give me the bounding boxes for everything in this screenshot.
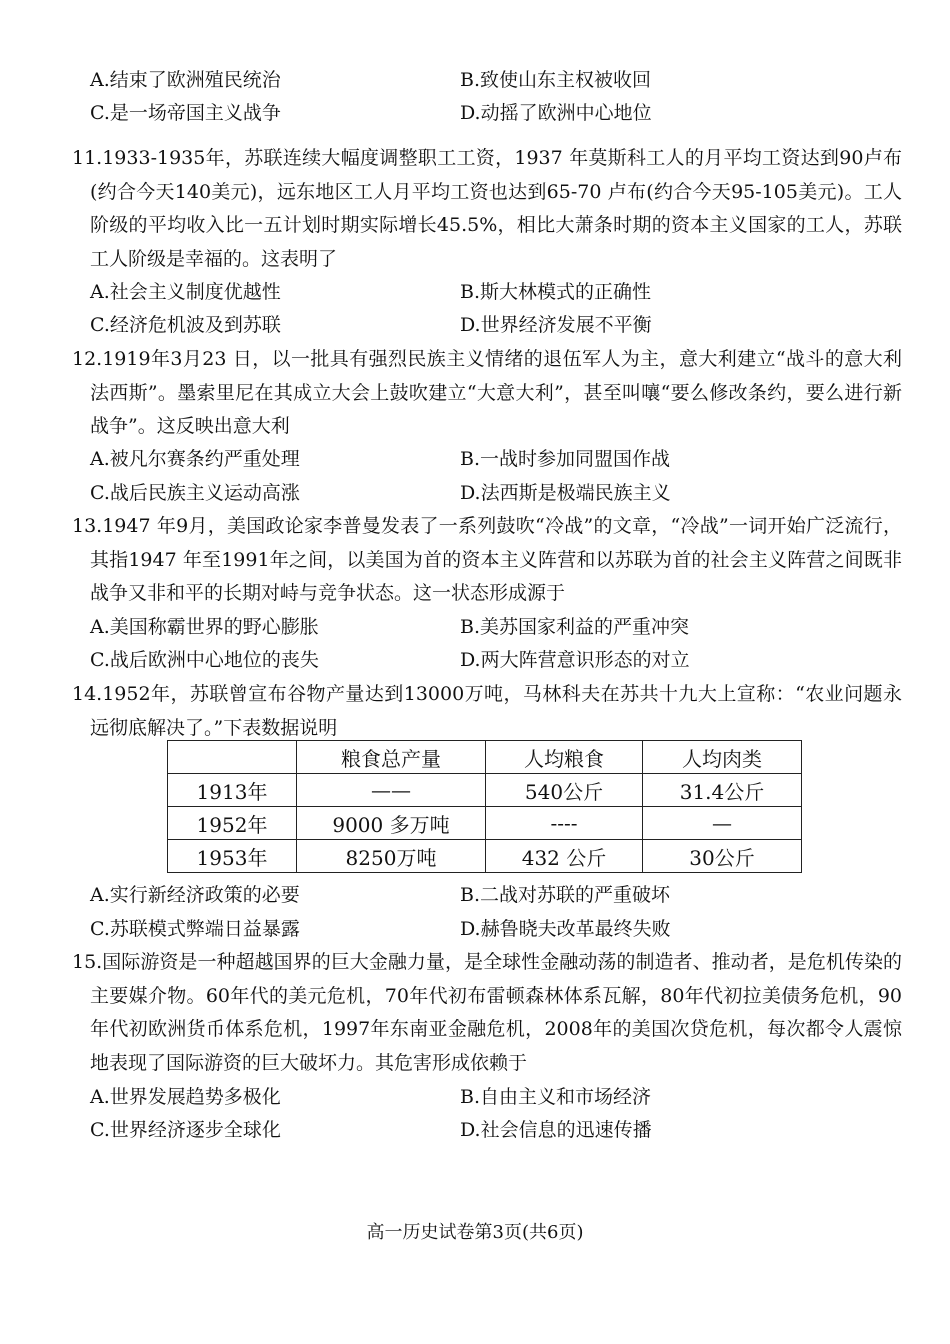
- q15-option-b: B.自由主义和市场经济: [460, 1086, 652, 1108]
- q11-stem: [72, 142, 902, 276]
- table-cell: 9000 多万吨: [297, 807, 486, 840]
- q15-options-row-1: [90, 1081, 910, 1113]
- q12-option-a: A.被凡尔赛条约严重处理: [90, 448, 300, 470]
- table-cell: ----: [486, 807, 643, 840]
- q14-number: 14.: [72, 683, 103, 705]
- q13-option-c: C.战后欧洲中心地位的丧失: [90, 649, 319, 671]
- grain-data-table: [167, 740, 802, 873]
- q11-option-a: A.社会主义制度优越性: [90, 281, 281, 303]
- table-cell: 8250万吨: [297, 840, 486, 873]
- q14-stem: [72, 678, 902, 745]
- q13-options-row-2: [90, 644, 910, 676]
- page-footer: 高一历史试卷第3页(共6页): [366, 1222, 584, 1243]
- table-header-cell: [168, 741, 297, 774]
- q12-options-row-2: [90, 477, 910, 509]
- table-cell: 432 公斤: [486, 840, 643, 873]
- q11-number: 11.: [72, 147, 103, 169]
- q10-options-row-2: [90, 97, 910, 129]
- q15-options-row-2: [90, 1114, 910, 1146]
- q11-text: 1933-1935年，苏联连续大幅度调整职工工资，1937 年莫斯科工人的月平均工资达到90卢布(约合今天140美元)，远东地区工人月平均工资也达到65-70 卢布(约合今天95-105美元)。工人阶级的平均收入比一五计划时期实际增长45.5%，相比大萧条时期的资本主义国家的工人，苏联工人阶级是幸福的。这表明了: [90, 147, 902, 270]
- q13-option-b: B.美苏国家利益的严重冲突: [460, 616, 690, 638]
- q12-option-d: D.法西斯是极端民族主义: [460, 482, 671, 504]
- q11-option-c: C.经济危机波及到苏联: [90, 314, 281, 336]
- q12-options-row-1: [90, 443, 910, 475]
- q13-options-row-1: [90, 611, 910, 643]
- q10-option-a: A.结束了欧洲殖民统治: [90, 69, 281, 91]
- q13-option-d: D.两大阵营意识形态的对立: [460, 649, 690, 671]
- q14-option-d: D.赫鲁晓夫改革最终失败: [460, 918, 671, 940]
- q12-option-b: B.一战时参加同盟国作战: [460, 448, 671, 470]
- q13-number: 13.: [72, 515, 103, 537]
- q14-text: 1952年，苏联曾宣布谷物产量达到13000万吨，马林科夫在苏共十九大上宣称：“农业问题永远彻底解决了。”下表数据说明: [90, 683, 902, 739]
- table-cell: 1913年: [168, 774, 297, 807]
- table-cell: 1953年: [168, 840, 297, 873]
- q11-options-row-1: [90, 276, 910, 308]
- q15-option-a: A.世界发展趋势多极化: [90, 1086, 281, 1108]
- q13-stem: [72, 510, 902, 611]
- table-cell: 540公斤: [486, 774, 643, 807]
- q14-option-c: C.苏联模式弊端日益暴露: [90, 918, 300, 940]
- q15-stem: [72, 946, 902, 1080]
- table-row: [168, 840, 802, 873]
- q11-options-row-2: [90, 309, 910, 341]
- q11-option-d: D.世界经济发展不平衡: [460, 314, 652, 336]
- q12-stem: [72, 343, 902, 444]
- q14-option-a: A.实行新经济政策的必要: [90, 884, 300, 906]
- q12-number: 12.: [72, 348, 103, 370]
- table-cell: 1952年: [168, 807, 297, 840]
- table-header-cell: 人均粮食: [486, 741, 643, 774]
- table-cell: 31.4公斤: [643, 774, 802, 807]
- q15-text: 国际游资是一种超越国界的巨大金融力量，是全球性金融动荡的制造者、推动者，是危机传染的主要媒介物。60年代的美元危机，70年代初布雷顿森林体系瓦解，80年代初拉美债务危机，90年代初欧洲货币体系危机，1997年东南亚金融危机，2008年的美国次贷危机，每次都令人震惊地表现了国际游资的巨大破坏力。其危害形成依赖于: [90, 951, 902, 1074]
- q10-option-c: C.是一场帝国主义战争: [90, 102, 281, 124]
- q12-text: 1919年3月23 日，以一批具有强烈民族主义情绪的退伍军人为主，意大利建立“战斗的意大利法西斯”。墨索里尼在其成立大会上鼓吹建立“大意大利”，甚至叫嚷“要么修改条约，要么进行新战争”。这反映出意大利: [90, 348, 902, 437]
- q14-options-row-1: [90, 879, 910, 911]
- table-cell: 30公斤: [643, 840, 802, 873]
- table-header-row: [168, 741, 802, 774]
- q15-number: 15.: [72, 951, 103, 973]
- table-row: [168, 807, 802, 840]
- q15-option-d: D.社会信息的迅速传播: [460, 1119, 652, 1141]
- q13-text: 1947 年9月，美国政论家李普曼发表了一系列鼓吹“冷战”的文章，“冷战”一词开始广泛流行，其指1947 年至1991年之间，以美国为首的资本主义阵营和以苏联为首的社会主义阵营之间既非战争又非和平的长期对峙与竞争状态。这一状态形成源于: [90, 515, 902, 604]
- q10-option-b: B.致使山东主权被收回: [460, 69, 652, 91]
- q14-options-row-2: [90, 913, 910, 945]
- q14-option-b: B.二战对苏联的严重破坏: [460, 884, 671, 906]
- q10-options-row-1: [90, 64, 910, 96]
- table-row: [168, 774, 802, 807]
- q12-option-c: C.战后民族主义运动高涨: [90, 482, 300, 504]
- table-header-cell: 粮食总产量: [297, 741, 486, 774]
- q10-option-d: D.动摇了欧洲中心地位: [460, 102, 652, 124]
- q11-option-b: B.斯大林模式的正确性: [460, 281, 652, 303]
- q15-option-c: C.世界经济逐步全球化: [90, 1119, 281, 1141]
- table-header-cell: 人均肉类: [643, 741, 802, 774]
- q13-option-a: A.美国称霸世界的野心膨胀: [90, 616, 319, 638]
- table-cell: —: [643, 807, 802, 840]
- table-cell: ——: [297, 774, 486, 807]
